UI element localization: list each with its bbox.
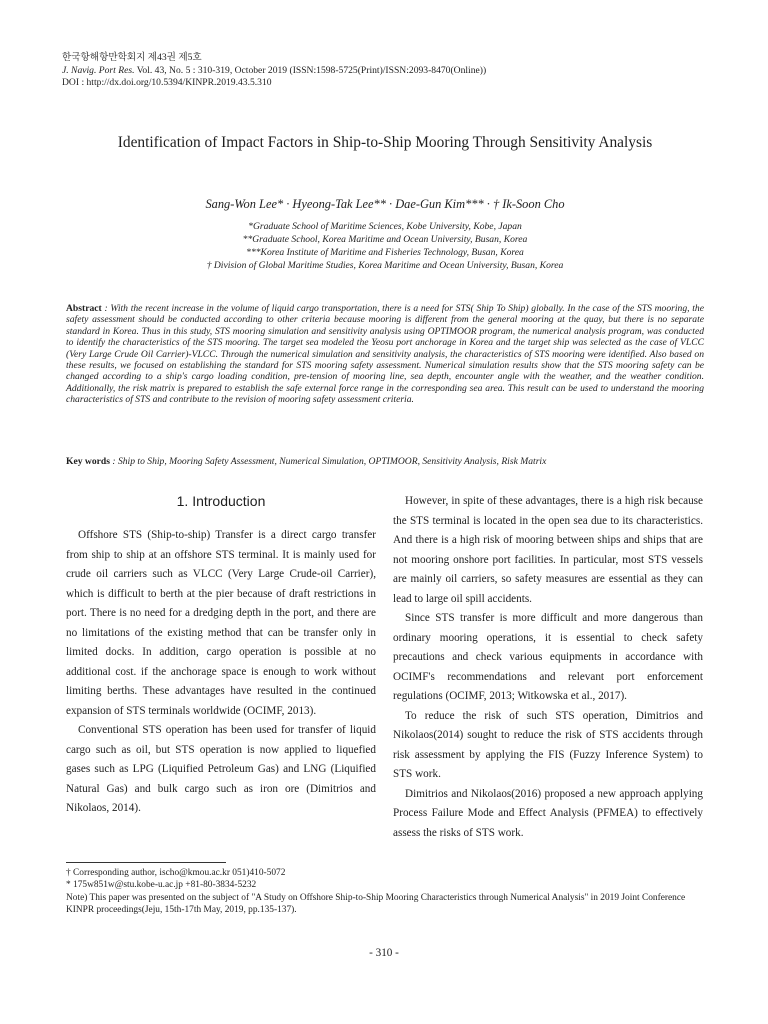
abstract-text: : With the recent increase in the volume of liquid cargo transportation, there is a need for STS( Ship To Ship) globally. In the case of the STS mooring, the safety assessment should be conducted according to other criteria because mooring is different from the general mooring at the quay, but there is no separate standard in Korea. Thus in this study, STS mooring simulation and sensitivity analysis using OPTIMOOR program, the numerical analysis program, was conducted to identify the characteristics of the STS mooring. The target sea modeled the Yeosu port anchorage in Korea and the target ship was selected as the case of VLCC (Very Large Crude Oil Carrier)-VLCC. Through the numerical simulation and sensitivity analysis, the characteristics of STS mooring were identified. Also based on these results, we focused on establishing the standard for STS mooring safety assessment. Numerical simulation results show that the STS mooring safety can be changed according to a ship's cargo loading condition, pre-tension of mooring line, sea depth, encounter angle with the weather, and the weather condition. Additionally, the risk matrix is prepared to establish the safe external force range in the corresponding sea area. This result can be used to understand the mooring characteristics of STS and contribute to the revision of mooring safety assessment criteria. <box>66 303 704 406</box>
page-number: - 310 - <box>369 947 399 959</box>
footnote-divider <box>66 862 226 863</box>
footnotes <box>66 867 706 917</box>
affiliation-3: ***Korea Institute of Maritime and Fisheries Technology, Busan, Korea <box>246 247 524 258</box>
citation-details: Vol. 43, No. 5 : 310-319, October 2019 (ISSN:1598-5725(Print)/ISSN:2093-8470(Online)) <box>136 64 487 76</box>
paper-title: Identification of Impact Factors in Ship-to-Ship Mooring Through Sensitivity Analysis <box>117 134 653 151</box>
footnote-first-author: * 175w851w@stu.kobe-u.ac.jp +81-80-3834-5232 <box>66 880 257 891</box>
right-column <box>393 492 703 843</box>
affiliation-1: *Graduate School of Maritime Sciences, Kobe University, Kobe, Japan <box>248 221 522 232</box>
affiliation-4: † Division of Global Maritime Studies, Korea Maritime and Ocean University, Busan, Korea <box>206 260 564 271</box>
journal-abbrev: J. Navig. Port Res. <box>62 64 135 76</box>
paragraph: Since STS transfer is more difficult and more dangerous than ordinary mooring operations, it is essential to check safety precautions and check various equipments in accordance with OCIMF's recommendations and relevant port enforcement regulations (OCIMF, 2013; Witkowska et al., 2017). <box>393 612 703 702</box>
paragraph: Offshore STS (Ship-to-ship) Transfer is a direct cargo transfer from ship to ship at an offshore STS terminal. It is mainly used for crude oil carriers such as VLCC (Very Large Crude-oil Carrier), which is difficult to berth at the pier because of draft restrictions in port. There is no need for a dredging depth in the port, and there are no limitations of the existing method that can be transfer only in limited docks. In addition, cargo operation is possible at no additional cost. if the anchorage space is enough to work without limiting berths. These advantages have resulted in the continued expansion of STS terminals worldwide (OCIMF, 2013). <box>66 529 376 717</box>
left-column <box>66 492 376 819</box>
affiliations <box>70 220 700 272</box>
footnote-note: Note) This paper was presented on the subject of "A Study on Offshore Ship-to-Ship Mooring Characteristics through Numerical Analysis" in 2019 Joint Conference KINPR proceedings(Jeju, 15th-17th May, 2019, pp.135-137). <box>66 892 686 916</box>
paragraph: However, in spite of these advantages, there is a high risk because the STS terminal is located in the open sea due to its characteristics. And there is a high risk of mooring between ships and ships that are not mooring onshore port facilities. In particular, most STS vessels are mainly oil carriers, so safety measures are essential as they can lead to large oil spill accidents. <box>393 495 703 605</box>
keywords-text: : Ship to Ship, Mooring Safety Assessment, Numerical Simulation, OPTIMOOR, Sensitivity Analysis, Risk Matrix <box>109 456 547 467</box>
paragraph: Dimitrios and Nikolaos(2016) proposed a new approach applying Process Failure Mode and Effect Analysis (PFMEA) to effectively assess the risks of STS work. <box>393 787 703 839</box>
journal-citation <box>62 65 722 78</box>
paragraph: To reduce the risk of such STS operation, Dimitrios and Nikolaos(2014) sought to reduce the risk of STS accidents through risk assessment by applying the FIS (Fuzzy Inference System) to STS work. <box>393 709 703 780</box>
keywords-label: Key words <box>66 456 110 467</box>
doi-line[interactable]: DOI : http://dx.doi.org/10.5394/KINPR.2019.43.5.310 <box>62 77 272 89</box>
paragraph: Conventional STS operation has been used for transfer of liquid cargo such as oil, but STS operation is now applied to liquefied gases such as LPG (Liquified Petroleum Gas) and LNG (Liquified Natural Gas) and bulk cargo such as iron ore (Dimitrios and Nikolaos, 2014). <box>66 724 376 814</box>
section-heading-introduction: 1. Introduction <box>176 493 266 509</box>
journal-header <box>62 52 722 90</box>
footnote-corresponding-author: † Corresponding author, ischo@kmou.ac.kr 051)410-5072 <box>66 868 286 878</box>
keywords <box>66 456 704 467</box>
journal-korean-name: 한국항해항만학회지 제43권 제5호 <box>62 52 202 63</box>
abstract <box>66 303 704 406</box>
abstract-label: Abstract <box>66 303 102 314</box>
affiliation-2: **Graduate School, Korea Maritime and Ocean University, Busan, Korea <box>242 234 528 245</box>
author-list: Sang-Won Lee* · Hyeong-Tak Lee** · Dae-Gun Kim*** · † Ik-Soon Cho <box>205 197 565 211</box>
